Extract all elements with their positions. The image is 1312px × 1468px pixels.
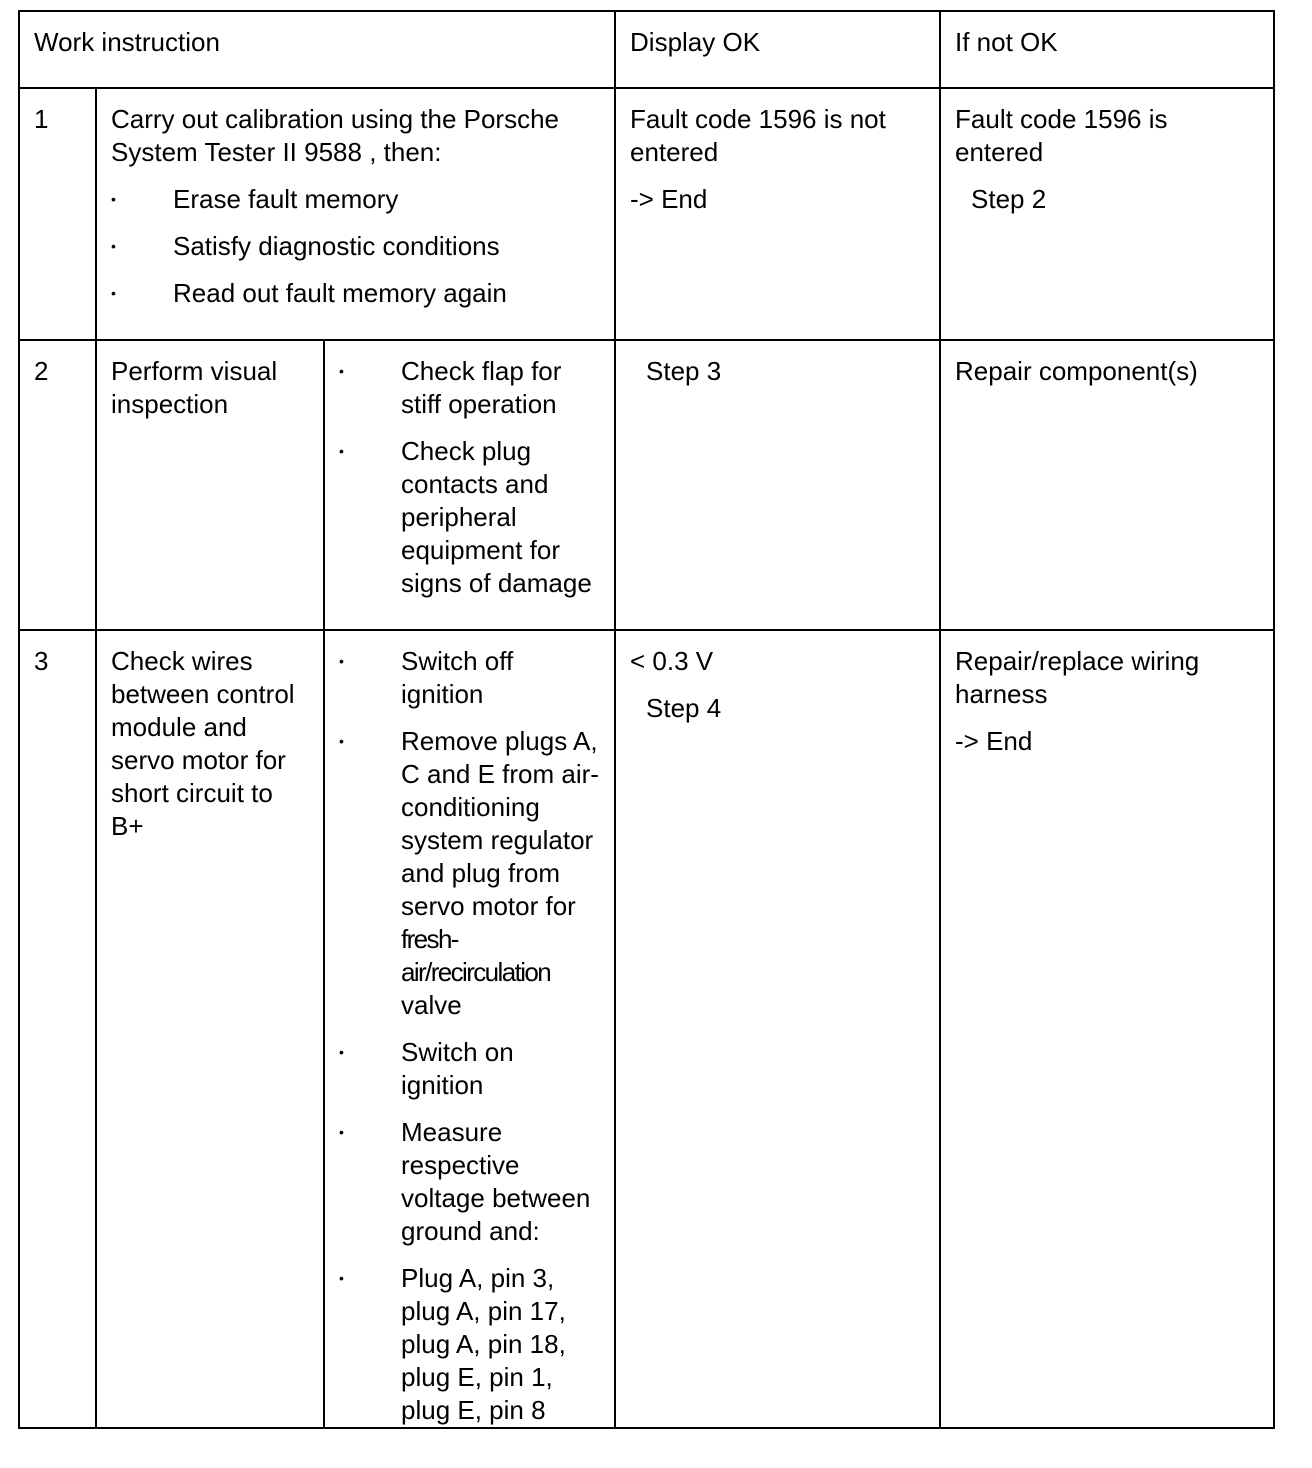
table-row (19, 88, 1274, 340)
bullet-cell (324, 630, 615, 1428)
step-number: 1 (19, 88, 96, 340)
instruction-cell: Check wires between control module and servo motor for short circuit to B+ (96, 630, 324, 1428)
list-item: • Measure respective voltage between ground and: (339, 1117, 591, 1246)
list-item: • Erase fault memory (111, 184, 399, 214)
bullet-icon: • (339, 653, 344, 669)
display-ok-cell: Fault code 1596 is not entered -> End (615, 88, 940, 340)
if-not-ok-cell: Repair/replace wiring harness -> End (940, 630, 1274, 1428)
display-ok-cell: Step 3 (615, 340, 940, 630)
bullet-icon: • (339, 1270, 344, 1286)
list-item: • Satisfy diagnostic conditions (111, 231, 500, 261)
list-item: • Check flap for stiff operation (339, 356, 562, 419)
work-instruction-table (18, 10, 1275, 1429)
header-display-ok: Display OK (615, 11, 940, 88)
table-row (19, 630, 1274, 1428)
list-item: • Check plug contacts and peripheral equipment for signs of damage (339, 436, 592, 598)
if-not-ok-cell: Repair component(s) (940, 340, 1274, 630)
bullet-list (339, 645, 600, 1427)
list-item: • Remove plugs A, C and E from air-conditioning system regulator and plug from servo motor for fresh-air/recirculation valve (339, 726, 599, 1020)
if-not-ok-cell: Fault code 1596 is entered Step 2 (940, 88, 1274, 340)
header-row (19, 11, 1274, 88)
bullet-cell (324, 340, 615, 630)
instruction-cell: Perform visual inspection (96, 340, 324, 630)
instruction-text: Carry out calibration using the Porsche System Tester II 9588 , then: (111, 104, 560, 167)
bullet-icon: • (339, 443, 344, 459)
list-item: • Read out fault memory again (111, 278, 507, 308)
step-number: 2 (19, 340, 96, 630)
list-item: • Switch off ignition (339, 646, 514, 709)
step-number: 3 (19, 630, 96, 1428)
bullet-icon: • (339, 733, 344, 749)
header-if-not-ok: If not OK (940, 11, 1274, 88)
header-work-instruction: Work instruction (19, 11, 615, 88)
bullet-icon: • (111, 238, 116, 254)
bullet-icon: • (111, 191, 116, 207)
table-row (19, 340, 1274, 630)
display-ok-cell: < 0.3 V Step 4 (615, 630, 940, 1428)
bullet-icon: • (339, 363, 344, 379)
bullet-list (339, 355, 600, 600)
bullet-icon: • (339, 1124, 344, 1140)
bullet-icon: • (339, 1044, 344, 1060)
instruction-cell (96, 88, 615, 340)
bullet-icon: • (111, 285, 116, 301)
bullet-list (111, 183, 600, 310)
list-item: • Plug A, pin 3, plug A, pin 17, plug A, pin 18, plug E, pin 1, plug E, pin 8 (339, 1263, 566, 1425)
list-item: • Switch on ignition (339, 1037, 514, 1100)
